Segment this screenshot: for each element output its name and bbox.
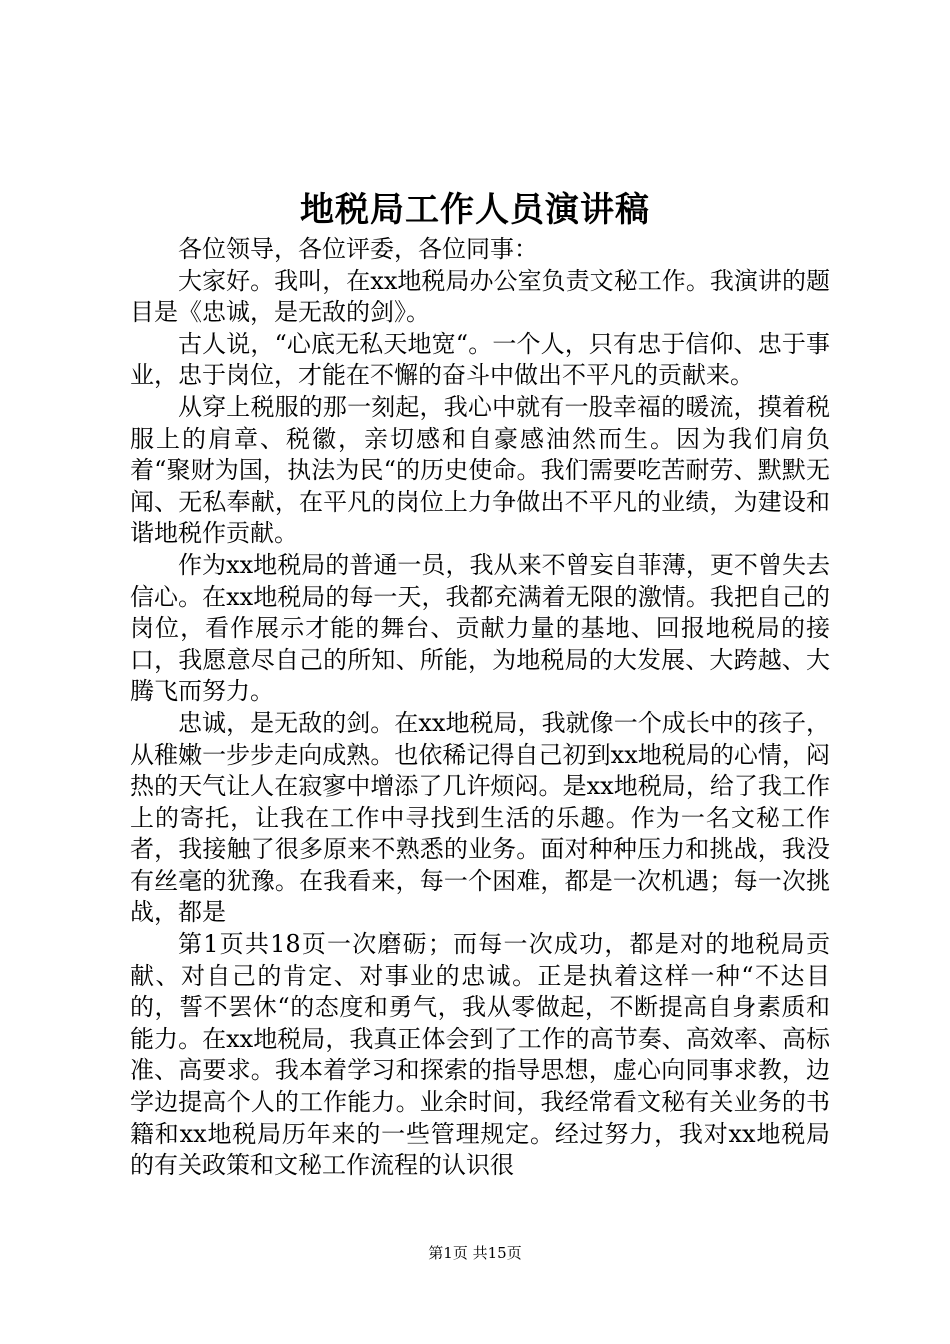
document-title: 地税局工作人员演讲稿: [300, 190, 650, 230]
paragraph-ordinary-member: 作为xx地税局的普通一员，我从来不曾妄自菲薄，更不曾失去信心。在xx地税局的每一天，我都充满着无限的激情。我把自己的岗位，看作展示才能的舞台、贡献力量的基地、回报地税局的接口，我愿意尽自己的所知、所能，为地税局的大发展、大跨越、大腾飞而努力。: [130, 550, 830, 706]
paragraph-uniform: 从穿上税服的那一刻起，我心中就有一股幸福的暖流，摸着税服上的肩章、税徽，亲切感和自豪感油然而生。因为我们肩负着“聚财为国，执法为民“的历史使命。我们需要吃苦耐劳、默默无闻、无私奉献，在平凡的岗位上力争做出不平凡的业绩，为建设和谐地税作贡献。: [130, 392, 830, 548]
paragraph-salutation: 各位领导，各位评委，各位同事：: [178, 235, 538, 263]
document-body: [130, 234, 830, 1182]
paragraph-loyalty: 忠诚，是无敌的剑。在xx地税局，我就像一个成长中的孩子，从稚嫩一步步走向成熟。也依稀记得自己初到xx地税局的心情，闷热的天气让人在寂寥中增添了几许烦闷。是xx地税局，给了我工作上的寄托，让我在工作中寻找到生活的乐趣。作为一名文秘工作者，我接触了很多原来不熟悉的业务。面对种种压力和挑战，我没有丝毫的犹豫。在我看来，每一个困难，都是一次机遇；每一次挑战，都是: [130, 708, 830, 927]
paragraph-ancient-saying: 古人说，“心底无私天地宽“。一个人，只有忠于信仰、忠于事业，忠于岗位，才能在不懈的奋斗中做出不平凡的贡献来。: [130, 329, 830, 390]
paragraph-introduction: 大家好。我叫，在xx地税局办公室负责文秘工作。我演讲的题目是《忠诚，是无敌的剑》。: [130, 266, 830, 327]
page-footer: 第1页 共15页: [428, 1244, 522, 1262]
paragraph-continuation: 第1页共18页一次磨砺；而每一次成功，都是对的地税局贡献、对自己的肯定、对事业的忠诚。正是执着这样一种“不达目的，誓不罢休“的态度和勇气，我从零做起，不断提高自身素质和能力。在xx地税局，我真正体会到了工作的高节奏、高效率、高标准、高要求。我本着学习和探索的指导思想，虚心向同事求教，边学边提高个人的工作能力。业余时间，我经常看文秘有关业务的书籍和xx地税局历年来的一些管理规定。经过努力，我对xx地税局的有关政策和文秘工作流程的认识很: [130, 930, 830, 1180]
